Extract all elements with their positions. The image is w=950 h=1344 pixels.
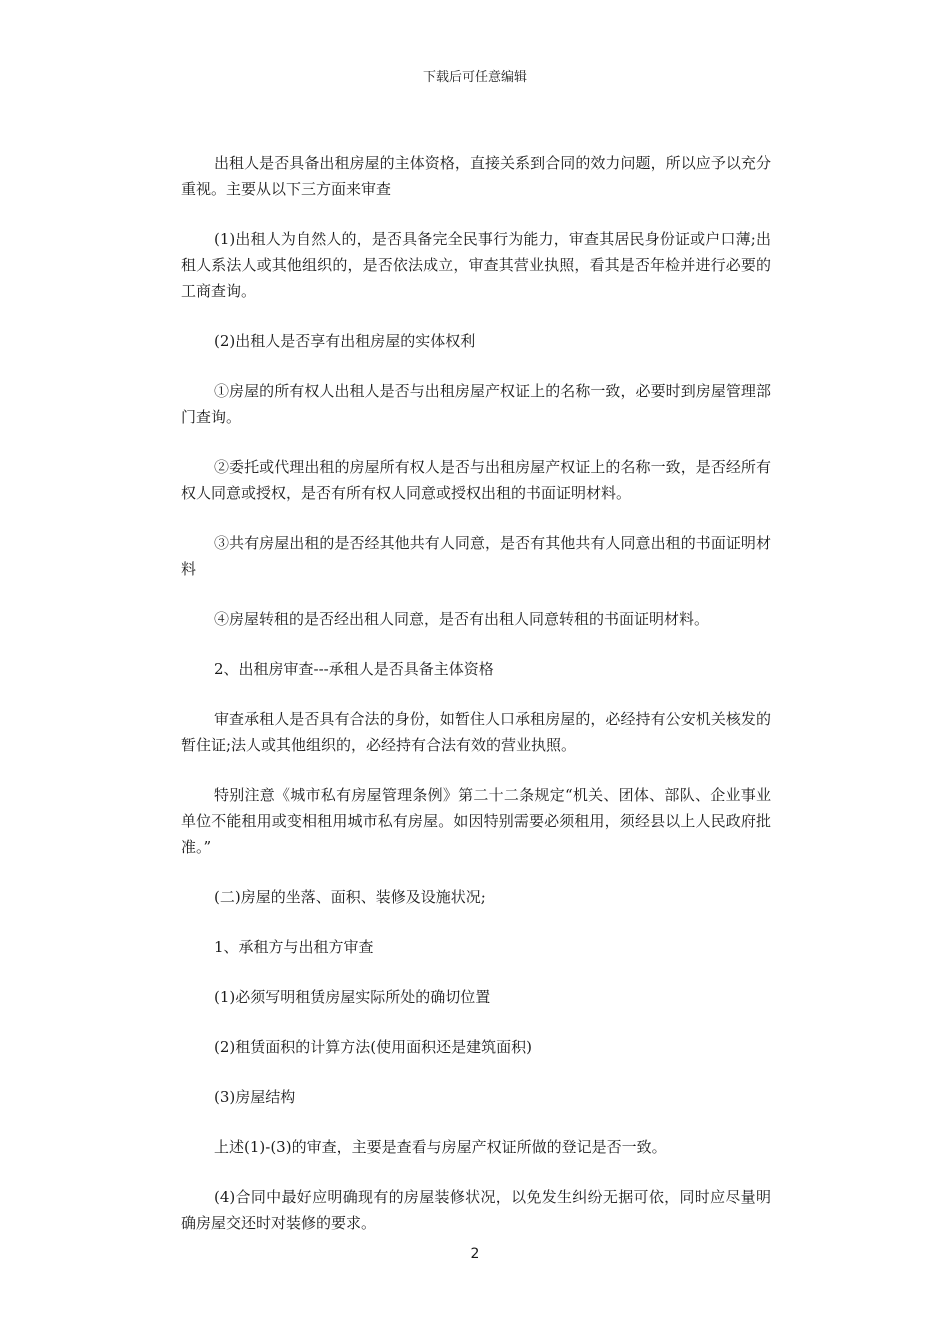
paragraph: (1)必须写明租赁房屋实际所处的确切位置 <box>214 988 491 1006</box>
section-heading: (二)房屋的坐落、面积、装修及设施状况; <box>214 888 486 906</box>
paragraph: ②委托或代理出租的房屋所有权人是否与出租房屋产权证上的名称一致，是否经所有权人同意或授权，是否有所有权人同意或授权出租的书面证明材料。 <box>181 458 771 502</box>
paragraph: ③共有房屋出租的是否经其他共有人同意，是否有其他共有人同意出租的书面证明材料 <box>181 534 771 578</box>
page-number: 2 <box>470 1246 480 1262</box>
paragraph: ④房屋转租的是否经出租人同意，是否有出租人同意转租的书面证明材料。 <box>214 610 710 628</box>
section-heading: 2、出租房审查---承租人是否具备主体资格 <box>214 660 494 678</box>
section-heading: 1、承租方与出租方审查 <box>214 938 374 956</box>
paragraph: (3)房屋结构 <box>214 1088 296 1106</box>
paragraph: 审查承租人是否具有合法的身份，如暂住人口承租房屋的，必经持有公安机关核发的暂住证;法人或其他组织的，必经持有合法有效的营业执照。 <box>181 710 771 754</box>
paragraph: 上述(1)-(3)的审查，主要是查看与房屋产权证所做的登记是否一致。 <box>214 1138 667 1156</box>
paragraph: (2)出租人是否享有出租房屋的实体权利 <box>214 332 476 350</box>
paragraph: ①房屋的所有权人出租人是否与出租房屋产权证上的名称一致，必要时到房屋管理部门查询。 <box>181 382 771 426</box>
page-header: 下载后可任意编辑 <box>422 70 527 85</box>
document-body <box>181 150 771 1260</box>
paragraph: (4)合同中最好应明确现有的房屋装修状况，以免发生纠纷无据可依，同时应尽量明确房屋交还时对装修的要求。 <box>181 1188 771 1232</box>
paragraph: 特别注意《城市私有房屋管理条例》第二十二条规定“机关、团体、部队、企业事业单位不能租用或变相租用城市私有房屋。如因特别需要必须租用，须经县以上人民政府批准。” <box>181 786 771 856</box>
paragraph: (2)租赁面积的计算方法(使用面积还是建筑面积) <box>214 1038 532 1056</box>
paragraph: (1)出租人为自然人的，是否具备完全民事行为能力，审查其居民身份证或户口薄;出租人系法人或其他组织的，是否依法成立，审查其营业执照，看其是否年检并进行必要的工商查询。 <box>181 230 771 300</box>
paragraph: 出租人是否具备出租房屋的主体资格，直接关系到合同的效力问题，所以应予以充分重视。主要从以下三方面来审查 <box>181 154 771 198</box>
